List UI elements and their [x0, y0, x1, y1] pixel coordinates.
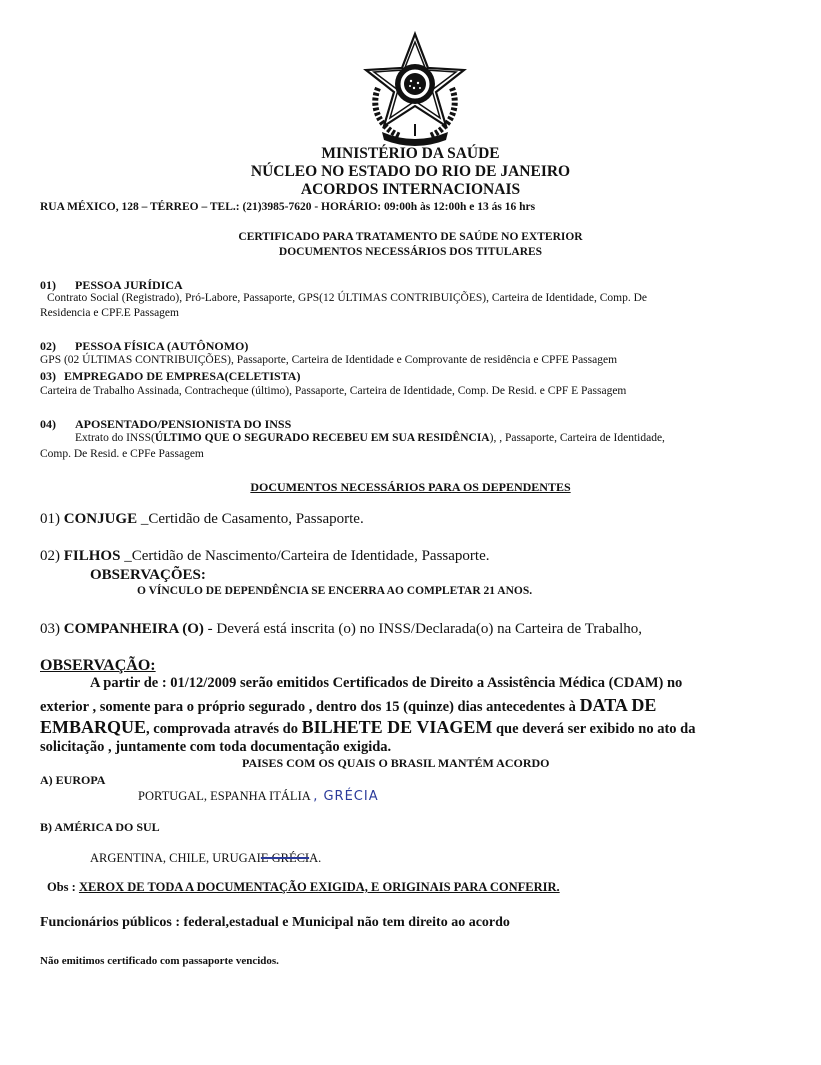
- ministry-title: MINISTÉRIO DA SAÚDE: [321, 145, 500, 162]
- observacao-label: OBSERVAÇÃO:: [40, 657, 156, 674]
- dependent-filhos: 02) FILHOS _Certidão de Nascimento/Carteira de Identidade, Passaporte.: [40, 548, 490, 564]
- section-04-text-line1: Extrato do INSS(ÚLTIMO QUE O SEGURADO RECEBEU EM SUA RESIDÊNCIA), , Passaporte, Carteira de Identidade,: [75, 432, 665, 444]
- europa-label: A) EUROPA: [40, 773, 106, 787]
- section-04-title: APOSENTADO/PENSIONISTA DO INSS: [75, 417, 292, 431]
- section-01-text-line2: Residencia e CPF.E Passagem: [40, 307, 179, 319]
- section-01-number: 01): [40, 278, 56, 292]
- department-title: ACORDOS INTERNACIONAIS: [300, 181, 521, 198]
- america-list: ARGENTINA, CHILE, URUGAIE GRÉCIA.: [90, 851, 322, 865]
- observacao-line3: EMBARQUE, comprovada através do BILHETE DE VIAGEM que deverá ser exibido no ato da: [40, 717, 696, 737]
- dependent-conjuge: 01) CONJUGE _Certidão de Casamento, Passaporte.: [40, 511, 364, 527]
- section-02-text: GPS (02 ÚLTIMAS CONTRIBUIÇÕES), Passaporte, Carteira de Identidade e Comprovante de residência e CPFE Passagem: [40, 354, 618, 366]
- observacoes-label: OBSERVAÇÕES:: [90, 567, 206, 583]
- coat-of-arms-emblem: [360, 28, 470, 146]
- dependent-companheira: 03) COMPANHEIRA (O) - Deverá está inscrita (o) no INSS/Declarada(o) na Carteira de Trabalho,: [40, 621, 643, 637]
- observacao-line2: exterior , somente para o próprio segurado , dentro dos 15 (quinze) dias antecedentes à DATA DE: [40, 695, 657, 715]
- section-04-number: 04): [40, 417, 56, 431]
- section-01-title: PESSOA JURÍDICA: [75, 278, 183, 292]
- handwritten-grecia: , GRÉCIA: [313, 789, 379, 804]
- nucleus-title: NÚCLEO NO ESTADO DO RIO DE JANEIRO: [250, 163, 571, 180]
- observacao-line4: solicitação , juntamente com toda documentação exigida.: [40, 739, 392, 755]
- section-03-number: 03): [40, 369, 56, 383]
- documents-titulares-heading: DOCUMENTOS NECESSÁRIOS DOS TITULARES: [278, 246, 543, 258]
- section-04-text-line2: Comp. De Resid. e CPFe Passagem: [40, 448, 204, 460]
- section-03-title: EMPREGADO DE EMPRESA(CELETISTA): [64, 369, 301, 383]
- dependentes-heading: DOCUMENTOS NECESSÁRIOS PARA OS DEPENDENTES: [250, 480, 571, 494]
- section-01-text-line1: Contrato Social (Registrado), Pró-Labore, Passaporte, GPS(12 ÚLTIMAS CONTRIBUIÇÕES), Carteira de Identidade, Comp. De: [47, 292, 648, 304]
- paises-heading: PAISES COM OS QUAIS O BRASIL MANTÉM ACORDO: [242, 756, 550, 770]
- america-label: B) AMÉRICA DO SUL: [40, 820, 160, 834]
- europa-list: PORTUGAL, ESPANHA ITÁLIA , GRÉCIA: [138, 789, 379, 804]
- observacoes-text: O VÍNCULO DE DEPENDÊNCIA SE ENCERRA AO COMPLETAR 21 ANOS.: [137, 585, 533, 597]
- address-line: RUA MÉXICO, 128 – TÉRREO – TEL.: (21)3985-7620 - HORÁRIO: 09:00h às 12:00h e 13 ás 16 hrs: [40, 201, 536, 213]
- nao-emitimos-line: Não emitimos certificado com passaporte vencidos.: [40, 955, 279, 967]
- certificate-heading: CERTIFICADO PARA TRATAMENTO DE SAÚDE NO EXTERIOR: [238, 231, 583, 243]
- obs-line: Obs : XEROX DE TODA A DOCUMENTAÇÃO EXIGIDA, E ORIGINAIS PARA CONFERIR.: [47, 880, 560, 894]
- section-02-number: 02): [40, 339, 56, 353]
- section-03-text: Carteira de Trabalho Assinada, Contracheque (último), Passaporte, Carteira de Identidade, Comp. De Resid. e CPF E Passagem: [40, 385, 627, 397]
- observacao-line1: A partir de : 01/12/2009 serão emitidos Certificados de Direito a Assistência Médica (CDAM) no: [90, 675, 683, 691]
- struck-text: E GRÉCI: [260, 851, 310, 865]
- funcionarios-line: Funcionários públicos : federal,estadual e Municipal não tem direito ao acordo: [40, 915, 510, 930]
- section-02-title: PESSOA FÍSICA (AUTÔNOMO): [75, 339, 249, 353]
